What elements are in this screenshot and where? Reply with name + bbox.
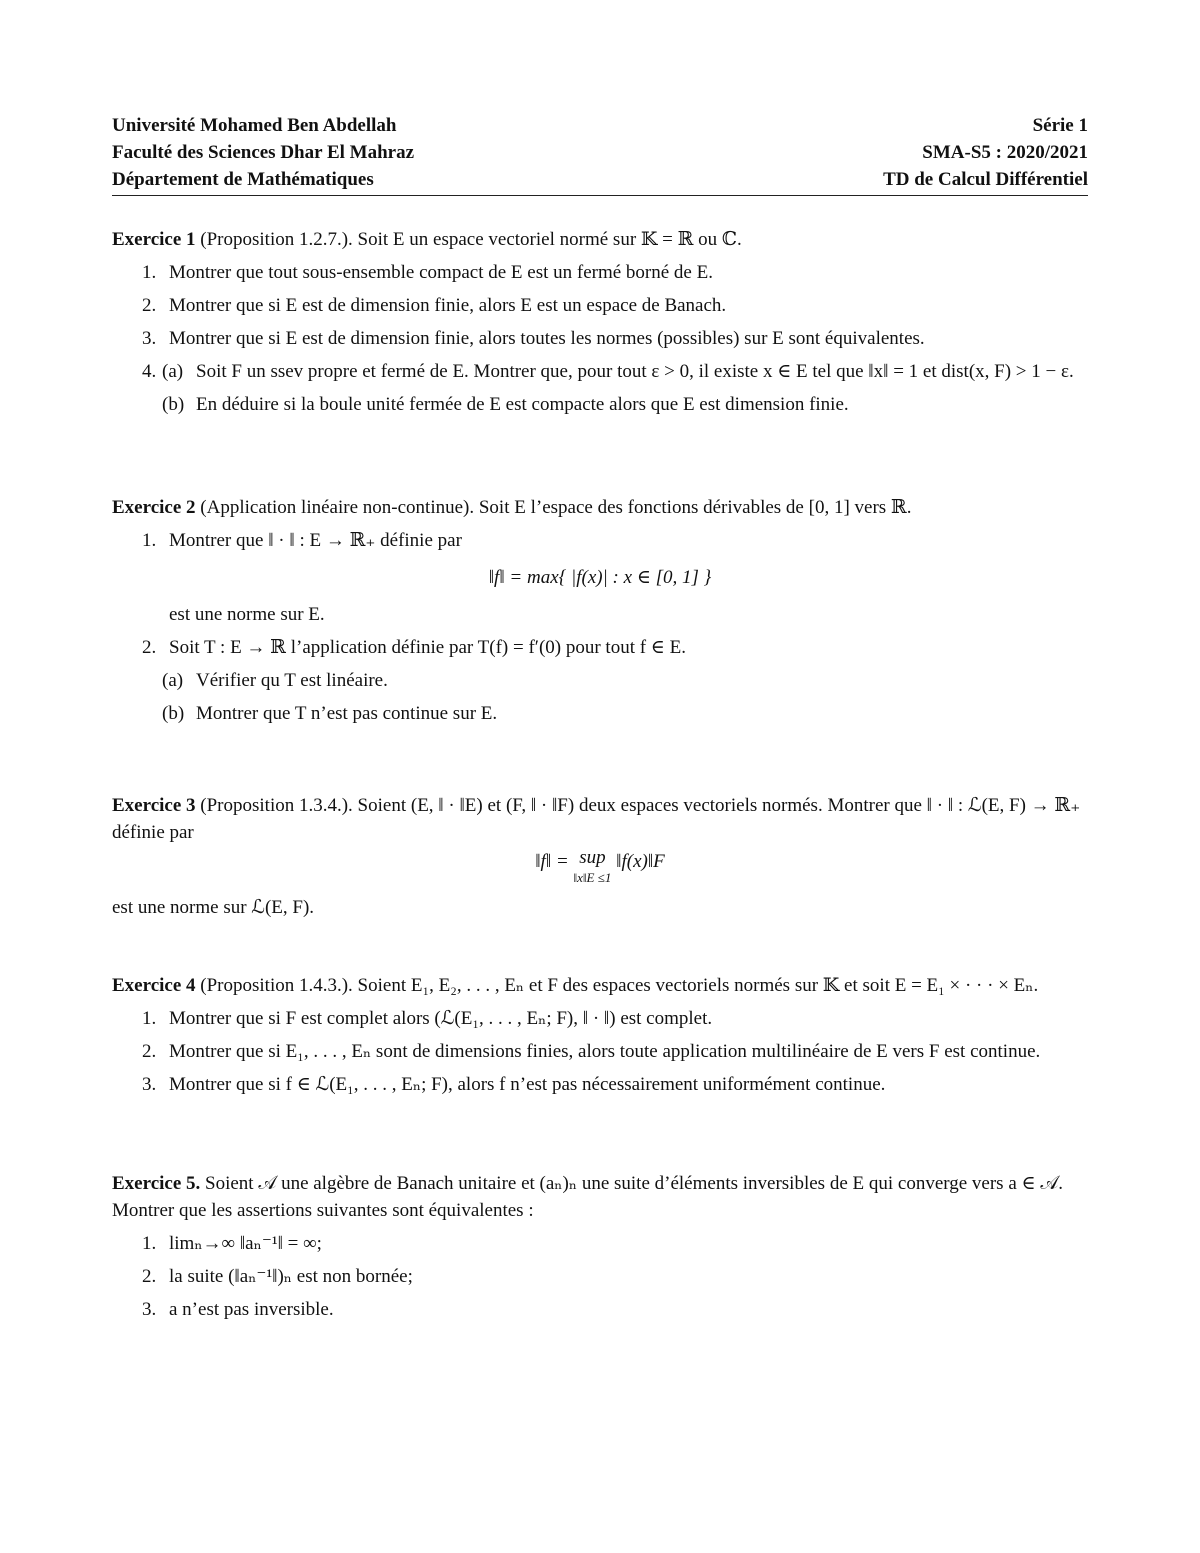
- item-number: 2.: [142, 1041, 157, 1062]
- subitem-label: (a): [162, 361, 184, 382]
- document-header: [112, 112, 1088, 193]
- course-title: TD de Calcul Différentiel: [883, 169, 1088, 190]
- exercise-5-intro: Soient 𝒜 une algèbre de Banach unitaire et (aₙ)ₙ une suite d’éléments inversibles de E qui converge vers a ∈ 𝒜. Montrer que les assertions suivantes sont équivalentes :: [112, 1173, 1064, 1221]
- exercise-2-item: [112, 527, 1088, 554]
- item-number: 3.: [142, 1074, 157, 1095]
- subitem-text: Soit F un ssev propre et fermé de E. Montrer que, pour tout ε > 0, il existe x ∈ E tel que ‖x‖ = 1 et dist(x, F) > 1 − ε.: [196, 361, 1074, 382]
- subitem-text: Vérifier qu T est linéaire.: [196, 670, 388, 691]
- item-number: 2.: [142, 637, 157, 658]
- exercise-1-intro: (Proposition 1.2.7.). Soit E un espace vectoriel normé sur 𝕂 = ℝ ou ℂ.: [200, 229, 742, 250]
- sup-subscript: ‖x‖E ≤1: [573, 870, 612, 885]
- exercise-4-item: [112, 1071, 1088, 1098]
- exercise-1-item: [112, 358, 1088, 385]
- exercise-5: [112, 1170, 1088, 1323]
- exercise-1-item: [112, 292, 1088, 319]
- exercise-3-continuation: est une norme sur ℒ(E, F).: [112, 897, 315, 918]
- exercise-5-item: [112, 1296, 1088, 1323]
- operator-norm-formula: [112, 848, 1088, 888]
- header-rule: [112, 195, 1088, 196]
- item-number: 4.: [142, 361, 157, 382]
- sup-operator: [573, 848, 611, 888]
- exercise-3: [112, 792, 1088, 921]
- exercise-4-item: [112, 1038, 1088, 1065]
- exercise-2-subitem: [112, 700, 1088, 727]
- exercise-2-item: [112, 634, 1088, 661]
- header-left: [112, 112, 414, 193]
- subitem-text: Montrer que T n’est pas continue sur E.: [196, 703, 498, 724]
- item-text: Montrer que si E₁, . . . , Eₙ sont de dimensions finies, alors toute application multilinéaire de E vers F est continue.: [169, 1041, 1041, 1062]
- exercise-3-intro: (Proposition 1.3.4.). Soient (E, ‖ · ‖E) et (F, ‖ · ‖F) deux espaces vectoriels normés. Montrer que ‖ · ‖ : ℒ(E, F) → ℝ₊ définie par: [112, 795, 1081, 843]
- exercise-1-subitem: [112, 391, 1088, 418]
- exercise-4: [112, 972, 1172, 1098]
- exercise-5-item: [112, 1230, 1088, 1257]
- department-name: Département de Mathématiques: [112, 169, 374, 190]
- formula-right: ‖f(x)‖F: [616, 851, 665, 872]
- item-number: 1.: [142, 530, 157, 551]
- exercise-1-title: Exercice 1: [112, 229, 196, 250]
- item-number: 2.: [142, 295, 157, 316]
- exercise-2: [112, 494, 1088, 727]
- item-text: Montrer que ‖ · ‖ : E → ℝ₊ définie par: [169, 530, 462, 551]
- header-right: [883, 112, 1088, 193]
- exercise-4-title: Exercice 4: [112, 975, 196, 996]
- item-text: Montrer que si f ∈ ℒ(E₁, . . . , Eₙ; F), alors f n’est pas nécessairement uniformément continue.: [169, 1074, 886, 1095]
- item-text: Montrer que si F est complet alors (ℒ(E₁, . . . , Eₙ; F), ‖ · ‖) est complet.: [169, 1008, 713, 1029]
- exercise-4-item: [112, 1005, 1088, 1032]
- subitem-label: (b): [162, 703, 185, 724]
- series-label: Série 1: [1032, 115, 1088, 136]
- exercise-4-intro: (Proposition 1.4.3.). Soient E₁, E₂, . . . , Eₙ et F des espaces vectoriels normés sur 𝕂 et soit E = E₁ × · · · × Eₙ.: [200, 975, 1039, 996]
- exercise-2-continuation: est une norme sur E.: [169, 604, 325, 625]
- exercise-3-title: Exercice 3: [112, 795, 196, 816]
- exercise-1: [112, 226, 1088, 418]
- subitem-text: En déduire si la boule unité fermée de E est compacte alors que E est dimension finie.: [196, 394, 849, 415]
- item-number: 2.: [142, 1266, 157, 1287]
- exercise-2-intro: (Application linéaire non-continue). Soit E l’espace des fonctions dérivables de [0, 1] vers ℝ.: [200, 497, 912, 518]
- item-text: Soit T : E → ℝ l’application définie par T(f) = f′(0) pour tout f ∈ E.: [169, 637, 686, 658]
- sup-symbol: sup: [579, 847, 606, 868]
- item-text: Montrer que si E est de dimension finie, alors toutes les normes (possibles) sur E sont équivalentes.: [169, 328, 925, 349]
- subitem-label: (a): [162, 670, 184, 691]
- item-number: 1.: [142, 262, 157, 283]
- item-text: a n’est pas inversible.: [169, 1299, 334, 1320]
- exercise-2-title: Exercice 2: [112, 497, 196, 518]
- exercise-2-subitem: [112, 667, 1088, 694]
- class-year: SMA-S5 : 2020/2021: [922, 142, 1088, 163]
- item-text: Montrer que si E est de dimension finie, alors E est un espace de Banach.: [169, 295, 727, 316]
- item-text: limₙ→∞ ‖aₙ⁻¹‖ = ∞;: [169, 1233, 322, 1254]
- faculty-name: Faculté des Sciences Dhar El Mahraz: [112, 142, 415, 163]
- norm-formula: ‖f‖ = max{ |f(x)| : x ∈ [0, 1] }: [488, 567, 712, 588]
- formula-left: ‖f‖ =: [535, 851, 574, 872]
- university-name: Université Mohamed Ben Abdellah: [112, 115, 397, 136]
- subitem-label: (b): [162, 394, 185, 415]
- exercise-5-title: Exercice 5.: [112, 1173, 201, 1194]
- exercise-5-item: [112, 1263, 1088, 1290]
- item-text: Montrer que tout sous-ensemble compact de E est un fermé borné de E.: [169, 262, 713, 283]
- item-text: la suite (‖aₙ⁻¹‖)ₙ est non bornée;: [169, 1266, 413, 1287]
- exercise-1-item: [112, 325, 1088, 352]
- page: [112, 112, 1088, 1320]
- exercise-1-item: [112, 259, 1088, 286]
- item-number: 3.: [142, 328, 157, 349]
- item-number: 1.: [142, 1008, 157, 1029]
- item-number: 3.: [142, 1299, 157, 1320]
- item-number: 1.: [142, 1233, 157, 1254]
